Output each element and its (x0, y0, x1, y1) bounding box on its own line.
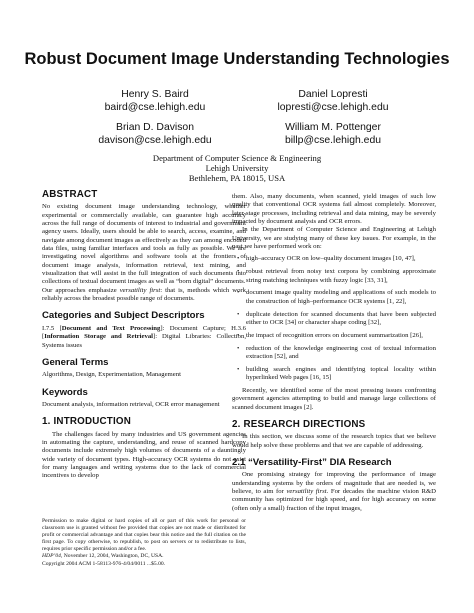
text-run: : that is, methods which work reliably across the broadest possible range of documents. (42, 286, 246, 303)
abstract-paragraph: No existing document image understanding technology, whether experimental or commercially available, can guarantee high accuracy across the full range of documents of interest to industrial and government agency users. Ideally, users should be able to search, access, examine, and navigate among document images as effectively as they can among encoded data files, using familiar interfaces and tools as fully as possible. We are investigating novel algorithms and software tools at the frontiers of document image analysis, information retrieval, text mining, and visualization that will assist in the full integration of such documents into collections of textual document images as well as “born digital” documents. (42, 203, 246, 286)
categories-heading: Categories and Subject Descriptors (42, 310, 205, 322)
text-run: ]: Document Capture; H.3.6 [ (42, 324, 246, 341)
author-block (65, 88, 245, 114)
copyright-footnote (42, 518, 246, 568)
author-name: Daniel Lopresti (298, 89, 368, 100)
author-block (243, 121, 423, 147)
section-2-heading: 2. RESEARCH DIRECTIONS (232, 419, 366, 431)
list-item: • high–accuracy OCR on low–quality document images [10, 47], (246, 255, 436, 263)
emphasis-text: versatility first (286, 488, 327, 496)
general-terms-text: Algorithms, Design, Experimentation, Management (42, 371, 181, 379)
list-item: • document image quality modeling and applications of such models to the construction of high–performance OCR systems [1, 22], (246, 289, 436, 306)
list-item: • duplicate detection for scanned documents that have been subjected either to OCR [34] or character shape coding [32], (246, 311, 436, 328)
left-column (42, 191, 246, 481)
author-email: billp@cse.lehigh.edu (284, 135, 382, 146)
body-paragraph: In this section, we discuss some of the research topics that we believe would help solve these problems and that we are capable of addressing. (232, 433, 436, 449)
list-item: • robust retrieval from noisy text corpora by combining approximate string matching techniques with fuzzy logic [33, 31], (246, 268, 436, 285)
keywords-text: Document analysis, information retrieval, OCR error management (42, 400, 220, 408)
venue-date: November 12, 2004, Washington, DC, USA. (62, 553, 164, 560)
affiliation (0, 153, 474, 183)
author-block (65, 121, 245, 147)
prior-work-list (232, 255, 436, 382)
general-terms-heading: General Terms (42, 356, 109, 368)
affiliation-line: Bethlehem, PA 18015, USA (188, 173, 286, 183)
introduction-paragraph: The challenges faced by many industries and US government agencies in automating the capture, understanding, and reuse of scanned hardcopy documents include extremely high volumes of documents of a dauntingly wide variety of document types. High-accuracy OCR systems do not exist for many languages and writing systems due to the lack of commercial incentives to develop (42, 430, 246, 480)
author-name: Henry S. Baird (121, 89, 189, 100)
author-name: Brian D. Davison (116, 122, 194, 133)
introduction-heading: 1. INTRODUCTION (42, 416, 131, 428)
list-item: • the impact of recognition errors on document summarization [26], (246, 332, 436, 340)
keywords-heading: Keywords (42, 386, 88, 398)
text-run: . For decades the machine vision R&D community has optimized for high speed, and for high accuracy on some (often only a small) fraction of the input images, (232, 488, 436, 512)
body-paragraph: Recently, we identified some of the most pressing issues confronting government agencies attempting to build and manage large collections of scanned document images [2]. (232, 387, 436, 411)
abstract-heading: ABSTRACT (42, 189, 98, 200)
section-2-1-heading: 2.1 “Versatility-First” DIA Research (232, 457, 392, 469)
author-email: lopresti@cse.lehigh.edu (277, 102, 389, 113)
permission-text: Permission to make digital or hard copies of all or part of this work for personal or classroom use is granted without fee provided that copies are not made or distributed for profit or commercial advantage and that copies bear this notice and the full citation on the first page. To copy otherwise, to republish, to post on servers or to redistribute to lists, requires prior specific permission and/or a fee. (42, 518, 246, 553)
bold-text: Information Storage and Retrieval (44, 333, 154, 341)
text-run: Our approaches emphasize (42, 286, 120, 294)
text-run: One promising strategy for improving the performance of image understanding systems by the orders of magnitude that are needed is, we believe, to aim for (232, 471, 436, 496)
author-block (243, 88, 423, 114)
paper-title: Robust Document Image Understanding Technologies (24, 50, 450, 68)
venue-name: HDP’04, (42, 553, 63, 560)
venue-line (42, 553, 246, 560)
body-paragraph (232, 471, 436, 513)
text-run: I.7.5 [ (42, 324, 62, 332)
categories-text (42, 325, 246, 350)
copyright-line: Copyright 2004 ACM 1-58113-976-4/04/0011 ...$5.00. (42, 560, 166, 567)
author-email: baird@cse.lehigh.edu (104, 102, 206, 113)
bold-text: Document and Text Processing (61, 324, 161, 332)
body-paragraph: In the Department of Computer Science and Engineering at Lehigh University, we are studying many of these key issues. For example, in the past we have performed work on: (232, 226, 436, 251)
list-item: • reduction of the knowledge engineering cost of textual information extraction [52], and (246, 345, 436, 362)
list-item: • building search engines and identifying topical locality within hyperlinked Web pages [16, 15] (246, 366, 436, 383)
author-name: William M. Pottenger (285, 122, 381, 133)
affiliation-line: Lehigh University (205, 163, 269, 173)
author-email: davison@cse.lehigh.edu (98, 135, 212, 146)
right-column (232, 193, 436, 513)
abstract-paragraph-2 (42, 287, 246, 304)
text-run: ]: Digital Libraries: Collection, Systems issues (42, 333, 246, 349)
emphasis-text: versatility first (119, 286, 161, 294)
affiliation-line: Department of Computer Science & Engineering (152, 153, 322, 163)
body-paragraph: them. Also, many documents, when scanned, yield images of such low quality that conventional OCR systems fail almost completely. Moreover, later-stage processes, including retrieval and data mining, may be severely impacted by document analysis and OCR errors. (232, 193, 436, 226)
